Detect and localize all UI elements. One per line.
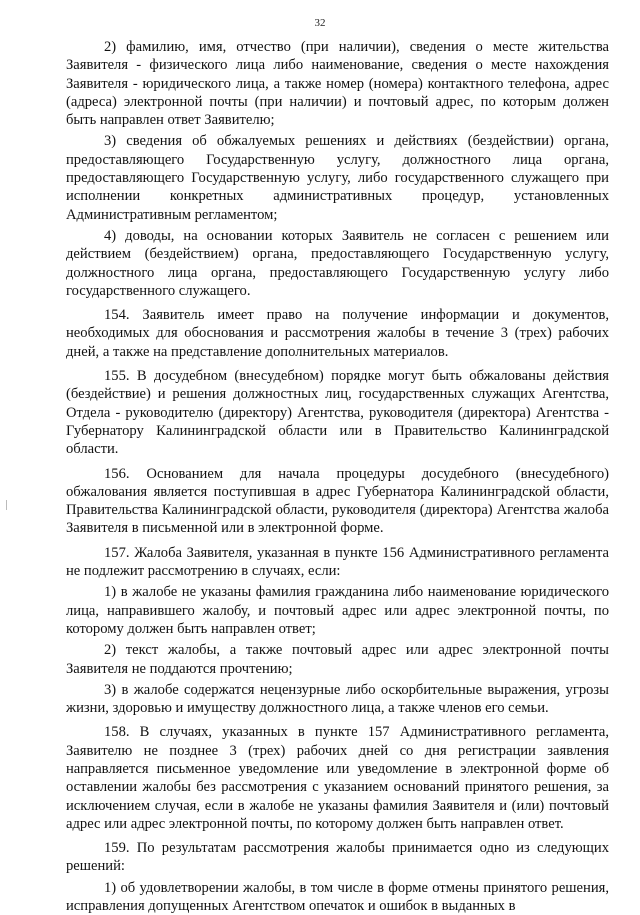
document-body	[66, 38, 609, 915]
paragraph-158: 158. В случаях, указанных в пункте 157 Административного регламента, Заявителю не позднее 3 (трех) рабочих дней со дня регистрации заявления направляется письменное уведомление или уведомление в электронной форме об оставлении жалобы без рассмотрения с указанием оснований принятого решения, за исключением случая, если в жалобе не указаны фамилия Заявителя и (или) почтовый адрес или адрес электронной почты, по которому должен быть направлен ответ.	[66, 724, 609, 832]
paragraph-154: 154. Заявитель имеет право на получение информации и документов, необходимых для обоснования и рассмотрения жалобы в течение 3 (трех) рабочих дней, а также на представление дополнительных материалов.	[66, 307, 609, 360]
paragraph-159: 159. По результатам рассмотрения жалобы принимается одно из следующих решений:	[66, 840, 609, 875]
paragraph-applicant-details: 2) фамилию, имя, отчество (при наличии), сведения о месте жительства Заявителя - физического лица либо наименование, сведения о месте нахождения Заявителя - юридического лица, а также номер (номера) контактного телефона, адрес (адреса) электронной почты (при наличии) и почтовый адрес, по которым должен быть направлен ответ Заявителю;	[66, 39, 609, 129]
paragraph-157-item-1: 1) в жалобе не указаны фамилия гражданина либо наименование юридического лица, направившего жалобу, и почтовый адрес или адрес электронной почты, по которому должен быть направлен ответ;	[66, 584, 609, 637]
paragraph-arguments: 4) доводы, на основании которых Заявитель не согласен с решением или действием (бездействием) органа, предоставляющего Государственную услугу, должностного лица органа, предоставляющего Государственную услугу либо государственного служащего.	[66, 227, 609, 299]
paragraph-157-item-2: 2) текст жалобы, а также почтовый адрес или адрес электронной почты Заявителя не поддаются прочтению;	[66, 642, 609, 677]
paragraph-155: 155. В досудебном (внесудебном) порядке могут быть обжалованы действия (бездействие) и решения должностных лиц, государственных служащих Агентства, Отдела - руководителю (директору) Агентства, руководителя (директора) Агентства - Губернатору Калининградской области или в Правительство Калининградской области.	[66, 368, 609, 458]
paragraph-157-item-3: 3) в жалобе содержатся нецензурные либо оскорбительные выражения, угрозы жизни, здоровью и имуществу должностного лица, а также членов его семьи.	[66, 681, 609, 717]
paragraph-156: 156. Основанием для начала процедуры досудебного (внесудебного) обжалования является поступившая в адрес Губернатора Калининградской области, Правительства Калининградской области, руководителя (директора) Агентства жалоба Заявителя в письменной или в электронной форме.	[66, 465, 609, 537]
paragraph-157: 157. Жалоба Заявителя, указанная в пункте 156 Административного регламента не подлежит рассмотрению в случаях, если:	[66, 544, 609, 580]
page-number: 32	[314, 17, 326, 29]
paragraph-159-item-1: 1) об удовлетворении жалобы, в том числе в форме отмены принятого решения, исправления допущенных Агентством опечаток и ошибок в выданных в	[66, 879, 609, 915]
scan-margin-mark	[6, 500, 7, 510]
paragraph-appealed-decisions: 3) сведения об обжалуемых решениях и действиях (бездействии) органа, предоставляющего Государственную услугу, должностного лица органа, предоставляющего Государственную услугу, либо государственного служащего при исполнении конкретных административных процедур, установленных Административным регламентом;	[66, 133, 609, 223]
